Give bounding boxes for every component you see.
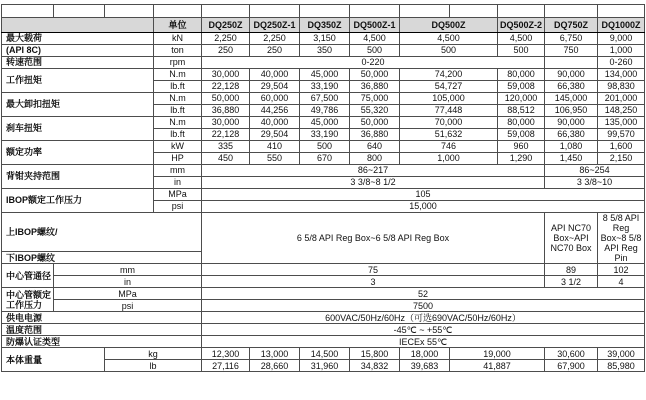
value-cell: 36,880 <box>202 105 250 117</box>
value-cell: 1,000 <box>400 153 498 165</box>
value-cell: 45,000 <box>300 69 350 81</box>
unit-cell: lb <box>105 360 202 372</box>
row-label: 最大载荷 <box>2 33 154 45</box>
value-cell: 39,683 <box>400 360 450 372</box>
value-cell: 500 <box>300 141 350 153</box>
value-cell: 13,000 <box>250 348 300 360</box>
value-cell: 70,000 <box>400 117 498 129</box>
unit-cell: MPa <box>54 288 202 300</box>
empty-cell <box>450 5 498 18</box>
row-label: 下IBOP螺纹 <box>2 252 202 264</box>
unit-cell: mm <box>154 165 202 177</box>
value-cell: 102 <box>598 264 645 276</box>
value-cell: 99,570 <box>598 129 645 141</box>
row-label: 额定功率 <box>2 141 154 165</box>
value-cell: 148,250 <box>598 105 645 117</box>
value-cell: 335 <box>202 141 250 153</box>
unit-cell: in <box>154 177 202 189</box>
value-cell: 4,500 <box>350 33 400 45</box>
row-rated-power-kw <box>2 141 645 153</box>
row-label: 上IBOP螺纹/ <box>2 213 202 252</box>
unit-cell: MPa <box>154 189 202 201</box>
value-cell: 30,000 <box>202 117 250 129</box>
value-cell: 33,190 <box>300 81 350 93</box>
value-cell: 250 <box>202 45 250 57</box>
value-cell: 52 <box>202 288 645 300</box>
value-cell: 410 <box>250 141 300 153</box>
row-temperature-range <box>2 324 645 336</box>
column-header-model: DQ750Z <box>545 18 598 33</box>
value-cell: 41,887 <box>450 360 545 372</box>
row-label: 防爆认证类型 <box>2 336 202 348</box>
value-cell: 135,000 <box>598 117 645 129</box>
value-cell: 77,448 <box>400 105 498 117</box>
unit-cell: rpm <box>154 57 202 69</box>
value-cell: 9,000 <box>598 33 645 45</box>
row-speed-range <box>2 57 645 69</box>
value-cell: 145,000 <box>545 93 598 105</box>
row-center-pipe-bore-mm <box>2 264 645 276</box>
value-cell: 30,600 <box>545 348 598 360</box>
value-cell: 90,000 <box>545 117 598 129</box>
empty-cell <box>54 5 105 18</box>
value-cell: 80,000 <box>498 117 545 129</box>
empty-cell <box>105 5 154 18</box>
value-cell: 450 <box>202 153 250 165</box>
empty-cell <box>498 5 545 18</box>
unit-cell: lb.ft <box>154 105 202 117</box>
value-cell: 550 <box>250 153 300 165</box>
value-cell: 66,380 <box>545 81 598 93</box>
value-cell: 500 <box>350 45 400 57</box>
value-cell: 59,008 <box>498 129 545 141</box>
unit-cell: lb.ft <box>154 129 202 141</box>
value-cell: 59,008 <box>498 81 545 93</box>
empty-cell <box>300 5 350 18</box>
value-cell: 44,256 <box>250 105 300 117</box>
unit-cell: mm <box>54 264 202 276</box>
row-label: 中心管通径 <box>2 264 54 288</box>
value-cell: 33,190 <box>300 129 350 141</box>
value-cell: 3,150 <box>300 33 350 45</box>
value-cell: 51,632 <box>400 129 498 141</box>
column-header-model: DQ500Z <box>400 18 498 33</box>
unit-cell: N.m <box>154 117 202 129</box>
value-cell: 14,500 <box>300 348 350 360</box>
value-cell: 3 3/8~8 1/2 <box>202 177 545 189</box>
value-cell: 15,000 <box>202 201 645 213</box>
column-header-model: DQ250Z <box>202 18 250 33</box>
value-cell: 40,000 <box>250 117 300 129</box>
value-cell: 6 5/8 API Reg Box~6 5/8 API Reg Box <box>202 213 545 264</box>
value-cell: 90,000 <box>545 69 598 81</box>
value-cell: 800 <box>350 153 400 165</box>
value-cell: 50,000 <box>202 93 250 105</box>
value-cell: 640 <box>350 141 400 153</box>
value-cell: 15,800 <box>350 348 400 360</box>
value-cell: 49,786 <box>300 105 350 117</box>
value-cell: 250 <box>250 45 300 57</box>
value-cell: 55,320 <box>350 105 400 117</box>
row-explosion-proof-cert <box>2 336 645 348</box>
value-cell: 350 <box>300 45 350 57</box>
value-cell: 134,000 <box>598 69 645 81</box>
value-cell: 3 1/2 <box>545 276 598 288</box>
value-cell: 0-260 <box>598 57 645 69</box>
column-header-model: DQ1000Z <box>598 18 645 33</box>
value-cell: 960 <box>498 141 545 153</box>
value-cell: 86~217 <box>202 165 545 177</box>
row-max-load-kn <box>2 33 645 45</box>
value-cell: 89 <box>545 264 598 276</box>
value-cell: 1,290 <box>498 153 545 165</box>
value-cell: 4,500 <box>498 33 545 45</box>
value-cell: 54,727 <box>400 81 498 93</box>
unit-cell: N.m <box>154 93 202 105</box>
value-cell: 750 <box>545 45 598 57</box>
unit-cell: lb.ft <box>154 81 202 93</box>
row-brake-torque-nm <box>2 117 645 129</box>
row-label: 温度范围 <box>2 324 202 336</box>
value-cell: 1,450 <box>545 153 598 165</box>
empty-cell <box>154 5 202 18</box>
header-row <box>2 18 645 33</box>
value-cell: 3 <box>202 276 545 288</box>
value-cell: 7500 <box>202 300 645 312</box>
value-cell: 85,980 <box>598 360 645 372</box>
row-tong-range-mm <box>2 165 645 177</box>
unit-cell: kN <box>154 33 202 45</box>
row-max-load-ton <box>2 45 645 57</box>
value-cell: API NC70 Box~API NC70 Box <box>545 213 598 264</box>
value-cell: 67,500 <box>300 93 350 105</box>
unit-cell: in <box>54 276 202 288</box>
value-cell: IECEx 55℃ <box>202 336 645 348</box>
value-cell: 6,750 <box>545 33 598 45</box>
value-cell: 2,250 <box>202 33 250 45</box>
column-header-model: DQ500Z-1 <box>350 18 400 33</box>
value-cell: 50,000 <box>350 117 400 129</box>
header-spacer <box>2 18 154 33</box>
value-cell: 75 <box>202 264 545 276</box>
row-label: 背钳夹持范围 <box>2 165 154 189</box>
value-cell: 45,000 <box>300 117 350 129</box>
column-header-unit: 单位 <box>154 18 202 33</box>
value-cell: 86~254 <box>545 165 645 177</box>
value-cell: 1,000 <box>598 45 645 57</box>
unit-cell: HP <box>154 153 202 165</box>
value-cell: 29,504 <box>250 81 300 93</box>
value-cell: 106,950 <box>545 105 598 117</box>
value-cell: 201,000 <box>598 93 645 105</box>
value-cell: 2,150 <box>598 153 645 165</box>
row-label: IBOP额定工作压力 <box>2 189 154 213</box>
value-cell: 31,960 <box>300 360 350 372</box>
row-ibop-pressure-mpa <box>2 189 645 201</box>
value-cell: 105,000 <box>400 93 498 105</box>
value-cell: 120,000 <box>498 93 545 105</box>
unit-cell: ton <box>154 45 202 57</box>
value-cell: 30,000 <box>202 69 250 81</box>
row-label: 工作扭矩 <box>2 69 154 93</box>
column-header-model: DQ350Z <box>300 18 350 33</box>
value-cell: 80,000 <box>498 69 545 81</box>
value-cell: 4 <box>598 276 645 288</box>
value-cell <box>545 57 598 69</box>
row-label: 中心管额定工作压力 <box>2 288 54 312</box>
value-cell: 22,128 <box>202 129 250 141</box>
value-cell: 4,500 <box>400 33 498 45</box>
unit-cell: kW <box>154 141 202 153</box>
row-label: 刹车扭矩 <box>2 117 154 141</box>
row-power-supply <box>2 312 645 324</box>
value-cell: 28,660 <box>250 360 300 372</box>
value-cell: 74,200 <box>400 69 498 81</box>
unit-cell: psi <box>54 300 202 312</box>
value-cell: 67,900 <box>545 360 598 372</box>
value-cell: 98,830 <box>598 81 645 93</box>
empty-cell <box>202 5 250 18</box>
row-label: (API 8C) <box>2 45 154 57</box>
value-cell: 36,880 <box>350 129 400 141</box>
value-cell: 34,832 <box>350 360 400 372</box>
row-center-pipe-bore-in <box>2 276 645 288</box>
empty-cell <box>545 5 598 18</box>
value-cell: 2,250 <box>250 33 300 45</box>
value-cell: 75,000 <box>350 93 400 105</box>
value-cell: 12,300 <box>202 348 250 360</box>
empty-cell <box>400 5 450 18</box>
empty-cell <box>250 5 300 18</box>
value-cell: 500 <box>498 45 545 57</box>
row-upper-ibop-thread <box>2 213 645 252</box>
empty-cell <box>2 5 54 18</box>
value-cell: 22,128 <box>202 81 250 93</box>
value-cell: 60,000 <box>250 93 300 105</box>
column-header-model: DQ250Z-1 <box>250 18 300 33</box>
row-label: 供电电源 <box>2 312 202 324</box>
unit-cell: kg <box>105 348 202 360</box>
row-working-torque-nm <box>2 69 645 81</box>
value-cell: 27,116 <box>202 360 250 372</box>
row-center-pipe-pressure-mpa <box>2 288 645 300</box>
value-cell: 0-220 <box>202 57 545 69</box>
column-header-model: DQ500Z-2 <box>498 18 545 33</box>
value-cell: 19,000 <box>450 348 545 360</box>
value-cell: 40,000 <box>250 69 300 81</box>
empty-cell <box>598 5 645 18</box>
value-cell: 1,080 <box>545 141 598 153</box>
row-center-pipe-pressure-psi <box>2 300 645 312</box>
row-body-weight-kg <box>2 348 645 360</box>
value-cell: 8 5/8 API Reg Box~8 5/8 API Reg Pin <box>598 213 645 264</box>
row-label: 转速范围 <box>2 57 154 69</box>
grid-top-row <box>2 5 645 18</box>
spec-table <box>1 4 645 372</box>
value-cell: 29,504 <box>250 129 300 141</box>
value-cell: 670 <box>300 153 350 165</box>
value-cell: 39,000 <box>598 348 645 360</box>
row-label: 最大卸扣扭矩 <box>2 93 154 117</box>
value-cell: 600VAC/50Hz/60Hz（可选690VAC/50Hz/60Hz） <box>202 312 645 324</box>
value-cell: 1,600 <box>598 141 645 153</box>
value-cell: 66,380 <box>545 129 598 141</box>
value-cell: 88,512 <box>498 105 545 117</box>
empty-cell <box>350 5 400 18</box>
value-cell: 3 3/8~10 <box>545 177 645 189</box>
unit-cell: psi <box>154 201 202 213</box>
value-cell: 746 <box>400 141 498 153</box>
value-cell: -45℃ ~ +55℃ <box>202 324 645 336</box>
value-cell: 36,880 <box>350 81 400 93</box>
unit-cell: N.m <box>154 69 202 81</box>
row-label: 本体重量 <box>2 348 105 372</box>
value-cell: 18,000 <box>400 348 450 360</box>
value-cell: 105 <box>202 189 645 201</box>
row-breakout-torque-nm <box>2 93 645 105</box>
value-cell: 50,000 <box>350 69 400 81</box>
value-cell: 500 <box>400 45 498 57</box>
